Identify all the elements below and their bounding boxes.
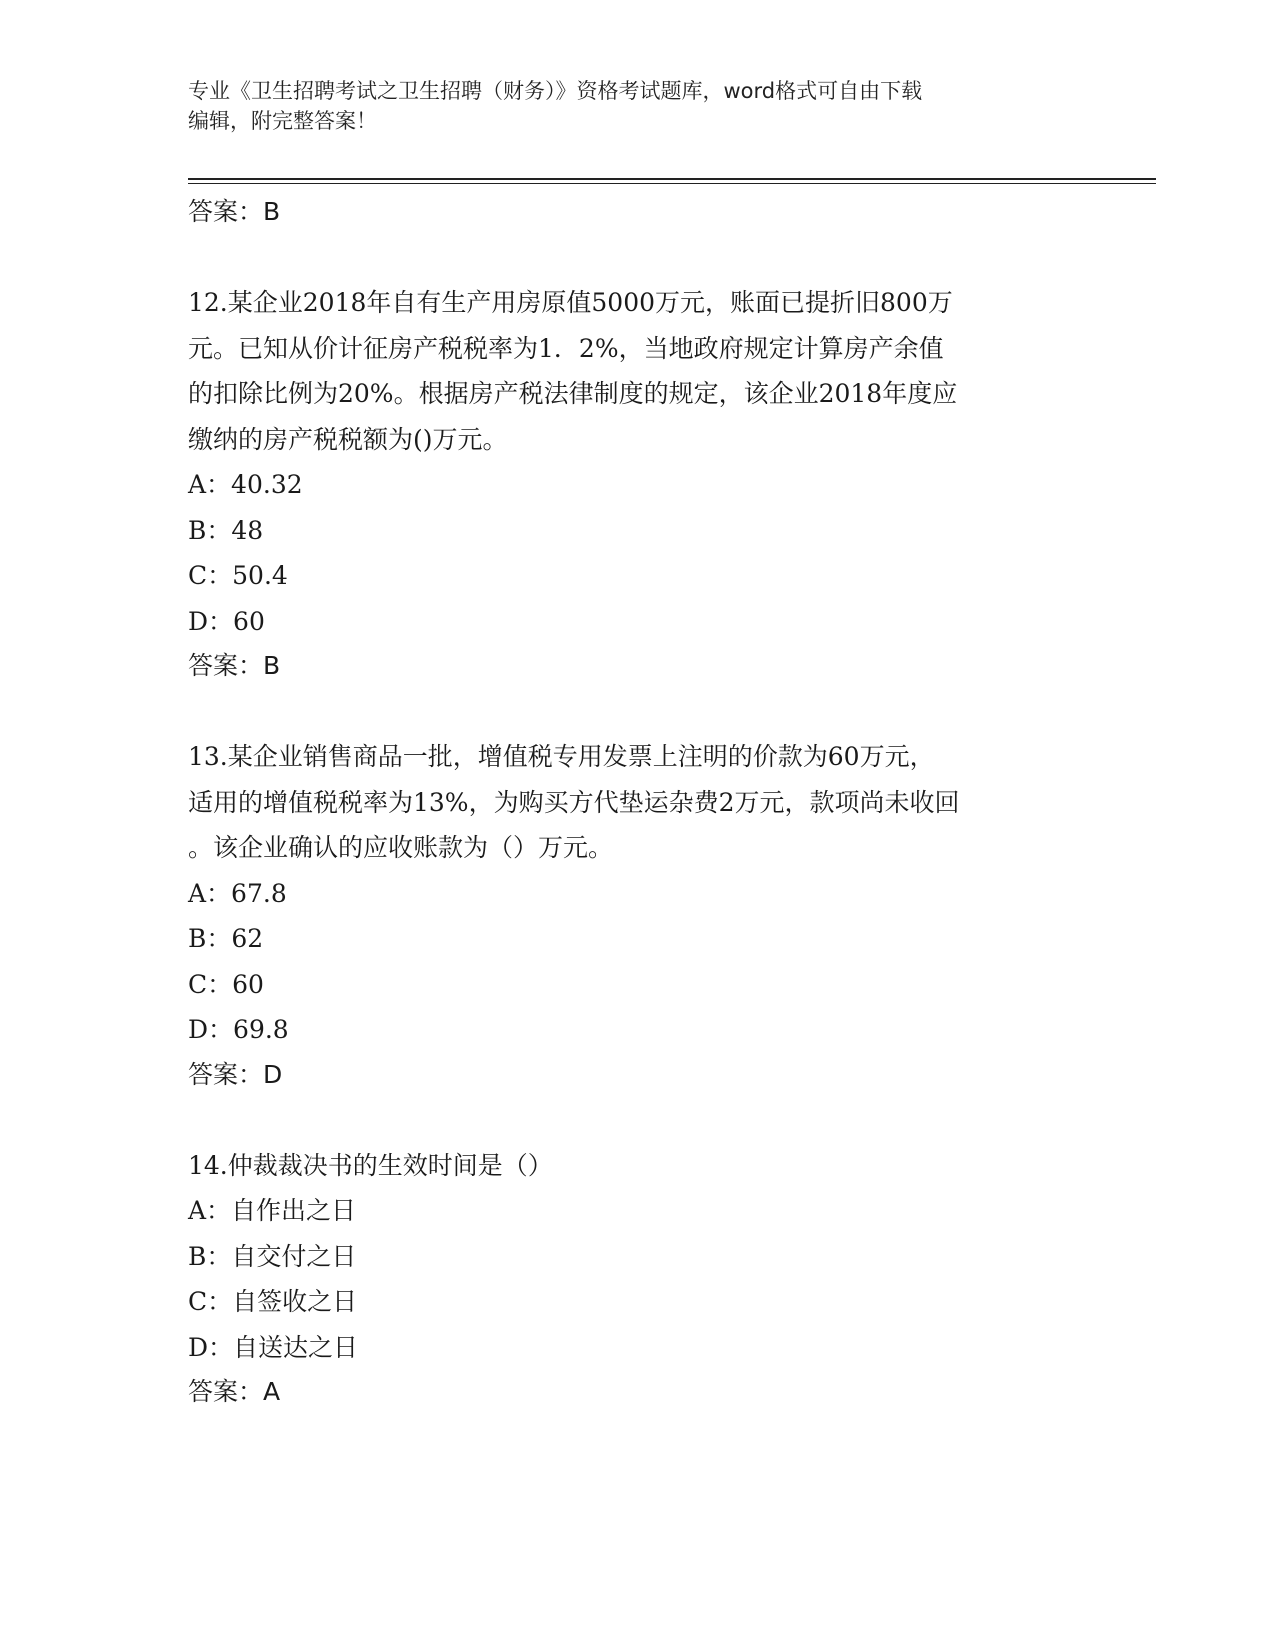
header-rule-thick (188, 178, 1156, 180)
answer: 答案：B (188, 651, 281, 680)
option-a: A：自作出之日 (188, 1196, 357, 1225)
question-14 (188, 1143, 1088, 1415)
header-line-2: 编辑，附完整答案！ (188, 109, 377, 133)
question-list (188, 190, 1088, 1414)
question-stem-line: 12.某企业2018年自有生产用房原值5000万元，账面已提折旧800万 (188, 288, 953, 317)
answer: 答案：D (188, 1059, 283, 1089)
option-b: B：48 (188, 515, 264, 545)
question-stem-line: 。该企业确认的应收账款为（）万元。 (188, 833, 614, 862)
option-d: D：60 (188, 606, 265, 636)
option-c: C：60 (188, 969, 264, 999)
question-12 (188, 280, 1088, 688)
question-13 (188, 734, 1088, 1097)
option-d: D：69.8 (188, 1015, 289, 1044)
question-stem-line: 13.某企业销售商品一批，增值税专用发票上注明的价款为60万元， (188, 742, 935, 771)
header-line-1: 专业《卫生招聘考试之卫生招聘（财务）》资格考试题库，word格式可自由下载 (188, 79, 923, 103)
option-a: A：67.8 (188, 878, 287, 908)
option-c: C：自签收之日 (188, 1287, 358, 1316)
option-c: C：50.4 (188, 561, 288, 590)
question-stem-line: 缴纳的房产税税额为()万元。 (188, 424, 508, 454)
previous-answer: 答案：B (188, 197, 281, 226)
option-b: B：62 (188, 924, 264, 953)
header-rule-thin (188, 183, 1156, 184)
option-d: D：自送达之日 (188, 1332, 359, 1362)
option-a: A：40.32 (188, 470, 303, 499)
question-stem-line: 14.仲裁裁决书的生效时间是（） (188, 1150, 553, 1180)
question-stem-line: 的扣除比例为20%。根据房产税法律制度的规定，该企业2018年度应 (188, 379, 958, 408)
option-b: B：自交付之日 (188, 1241, 357, 1271)
question-stem-line: 元。已知从价计征房产税税率为1．2%，当地政府规定计算房产余值 (188, 333, 944, 363)
answer: 答案：A (188, 1377, 281, 1406)
document-header (188, 76, 1068, 136)
question-stem-line: 适用的增值税税率为13%，为购买方代垫运杂费2万元，款项尚未收回 (188, 787, 960, 817)
